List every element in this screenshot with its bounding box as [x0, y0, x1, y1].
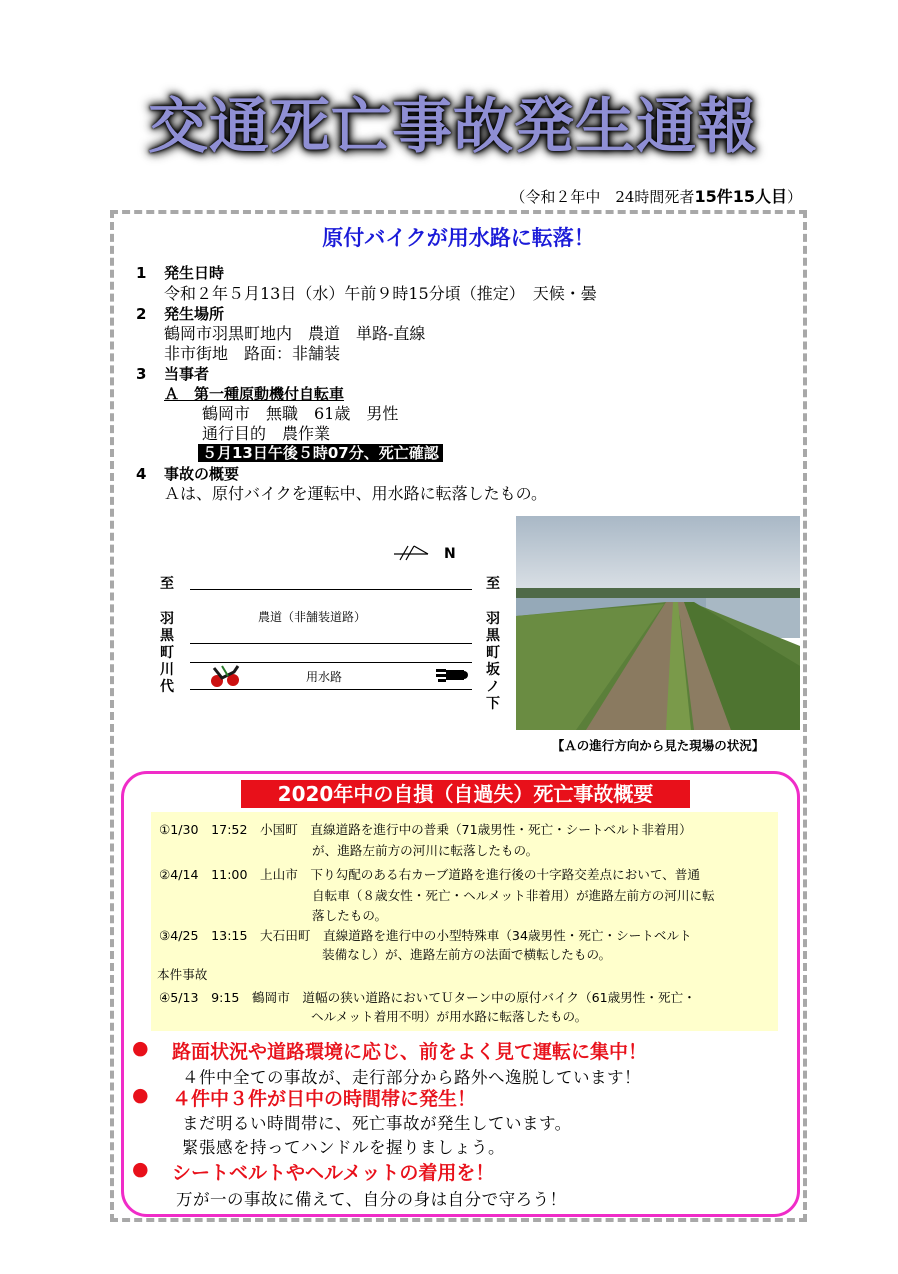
- summary-item-2-line-2: 自転車（８歳女性・死亡・ヘルメット非着用）が進路左前方の河川に転: [312, 888, 715, 903]
- point-1-heading: 路面状況や道路環境に応じ、前をよく見て運転に集中！: [172, 1041, 648, 1063]
- road-edge-top: [190, 589, 472, 590]
- section-1-heading: 発生日時: [164, 264, 225, 282]
- point-2-text-2: 緊張感を持ってハンドルを握りましょう。: [182, 1138, 505, 1157]
- summary-item-3-line-1: ③4/25 13:15 大石田町 直線道路を進行中の小型特殊車（34歳男性・死亡・シートベルト: [159, 928, 692, 943]
- section-3-heading: 当事者: [164, 365, 210, 383]
- canal-label: 用水路: [306, 670, 343, 684]
- occurrence-datetime: 令和２年５月13日（水）午前９時15分頃（推定） 天候・曇: [164, 284, 597, 303]
- motorbike-direction-icon: [436, 664, 470, 686]
- point-2-heading: ４件中３件が日中の時間帯に発生！: [172, 1088, 477, 1110]
- accident-headline: 原付バイクが用水路に転落！: [322, 226, 595, 250]
- summary-item-2-line-1: ②4/14 11:00 上山市 下り勾配のある右カーブ道路を進行後の十字路交差点において、普通: [159, 867, 700, 882]
- point-3-bullet: ●: [132, 1158, 149, 1180]
- summary-item-4-line-1: ④5/13 9:15 鶴岡市 道幅の狭い道路においてＵターン中の原付バイク（61歳男性・死亡・: [159, 990, 696, 1005]
- summary-item-4-line-2: ヘルメット着用不明）が用水路に転落したもの。: [311, 1009, 588, 1024]
- road-label: 農道（非舗装道路）: [258, 610, 367, 624]
- left-direction-place: 羽黒町川代: [160, 611, 174, 695]
- point-1-text: ４件中全ての事故が、走行部分から路外へ逸脱しています！: [182, 1068, 641, 1087]
- section-2-number: 2: [136, 305, 147, 323]
- photo-caption: 【Ａの進行方向から見た現場の状況】: [551, 738, 765, 753]
- scene-photo: [516, 516, 800, 730]
- section-4-number: 4: [136, 465, 147, 483]
- death-count-prefix: （令和２年中 24時間死者: [510, 188, 695, 206]
- page-title: 交通死亡事故発生通報: [148, 92, 758, 162]
- section-3-number: 3: [136, 365, 147, 383]
- summary-item-1-line-2: が、進路左前方の河川に転落したもの。: [312, 843, 539, 858]
- summary-title: 2020年中の自損（自過失）死亡事故概要: [241, 780, 690, 808]
- left-direction-to: 至: [160, 576, 174, 592]
- point-3-text: 万が一の事故に備えて、自分の身は自分で守ろう！: [176, 1190, 567, 1209]
- point-1-bullet: ●: [132, 1037, 149, 1059]
- point-3-heading: シートベルトやヘルメットの着用を！: [172, 1162, 495, 1184]
- section-4-heading: 事故の概要: [164, 465, 240, 483]
- right-direction-place: 羽黒町坂ノ下: [486, 611, 500, 712]
- summary-item-1-line-1: ①1/30 17:52 小国町 直線道路を進行中の普乗（71歳男性・死亡・シートベルト非着用）: [159, 822, 692, 837]
- this-case-label: 本件事故: [157, 967, 208, 982]
- accident-summary: Ａは、原付バイクを運転中、用水路に転落したもの。: [164, 484, 548, 503]
- location-line-1: 鶴岡市羽黒町地内 農道 単路-直線: [164, 324, 426, 343]
- death-confirmation: ５月13日午後５時07分、死亡確認: [198, 443, 443, 463]
- crashed-motorbike-icon: [208, 662, 242, 690]
- section-2-heading: 発生場所: [164, 305, 225, 323]
- point-2-bullet: ●: [132, 1084, 149, 1106]
- death-count-note: [510, 184, 802, 207]
- summary-item-2-line-3: 落したもの。: [312, 908, 388, 923]
- north-arrow-icon: [392, 542, 432, 562]
- point-2-text-1: まだ明るい時間帯に、死亡事故が発生しています。: [182, 1114, 572, 1133]
- north-label: N: [444, 546, 456, 562]
- party-a-vehicle: Ａ 第一種原動機付自転車: [164, 385, 345, 403]
- death-count: 15件15人目: [694, 187, 787, 206]
- death-count-suffix: ）: [786, 188, 802, 206]
- right-direction-to: 至: [486, 576, 500, 592]
- summary-list-panel: [151, 812, 778, 1031]
- location-line-2: 非市街地 路面：非舗装: [164, 344, 341, 363]
- summary-item-3-line-2: 装備なし）が、進路左前方の法面で横転したもの。: [322, 947, 612, 962]
- section-1-number: 1: [136, 264, 147, 282]
- road-edge-bottom: [190, 643, 472, 644]
- party-a-profile: 鶴岡市 無職 61歳 男性: [202, 404, 399, 423]
- party-a-purpose: 通行目的 農作業: [202, 424, 331, 443]
